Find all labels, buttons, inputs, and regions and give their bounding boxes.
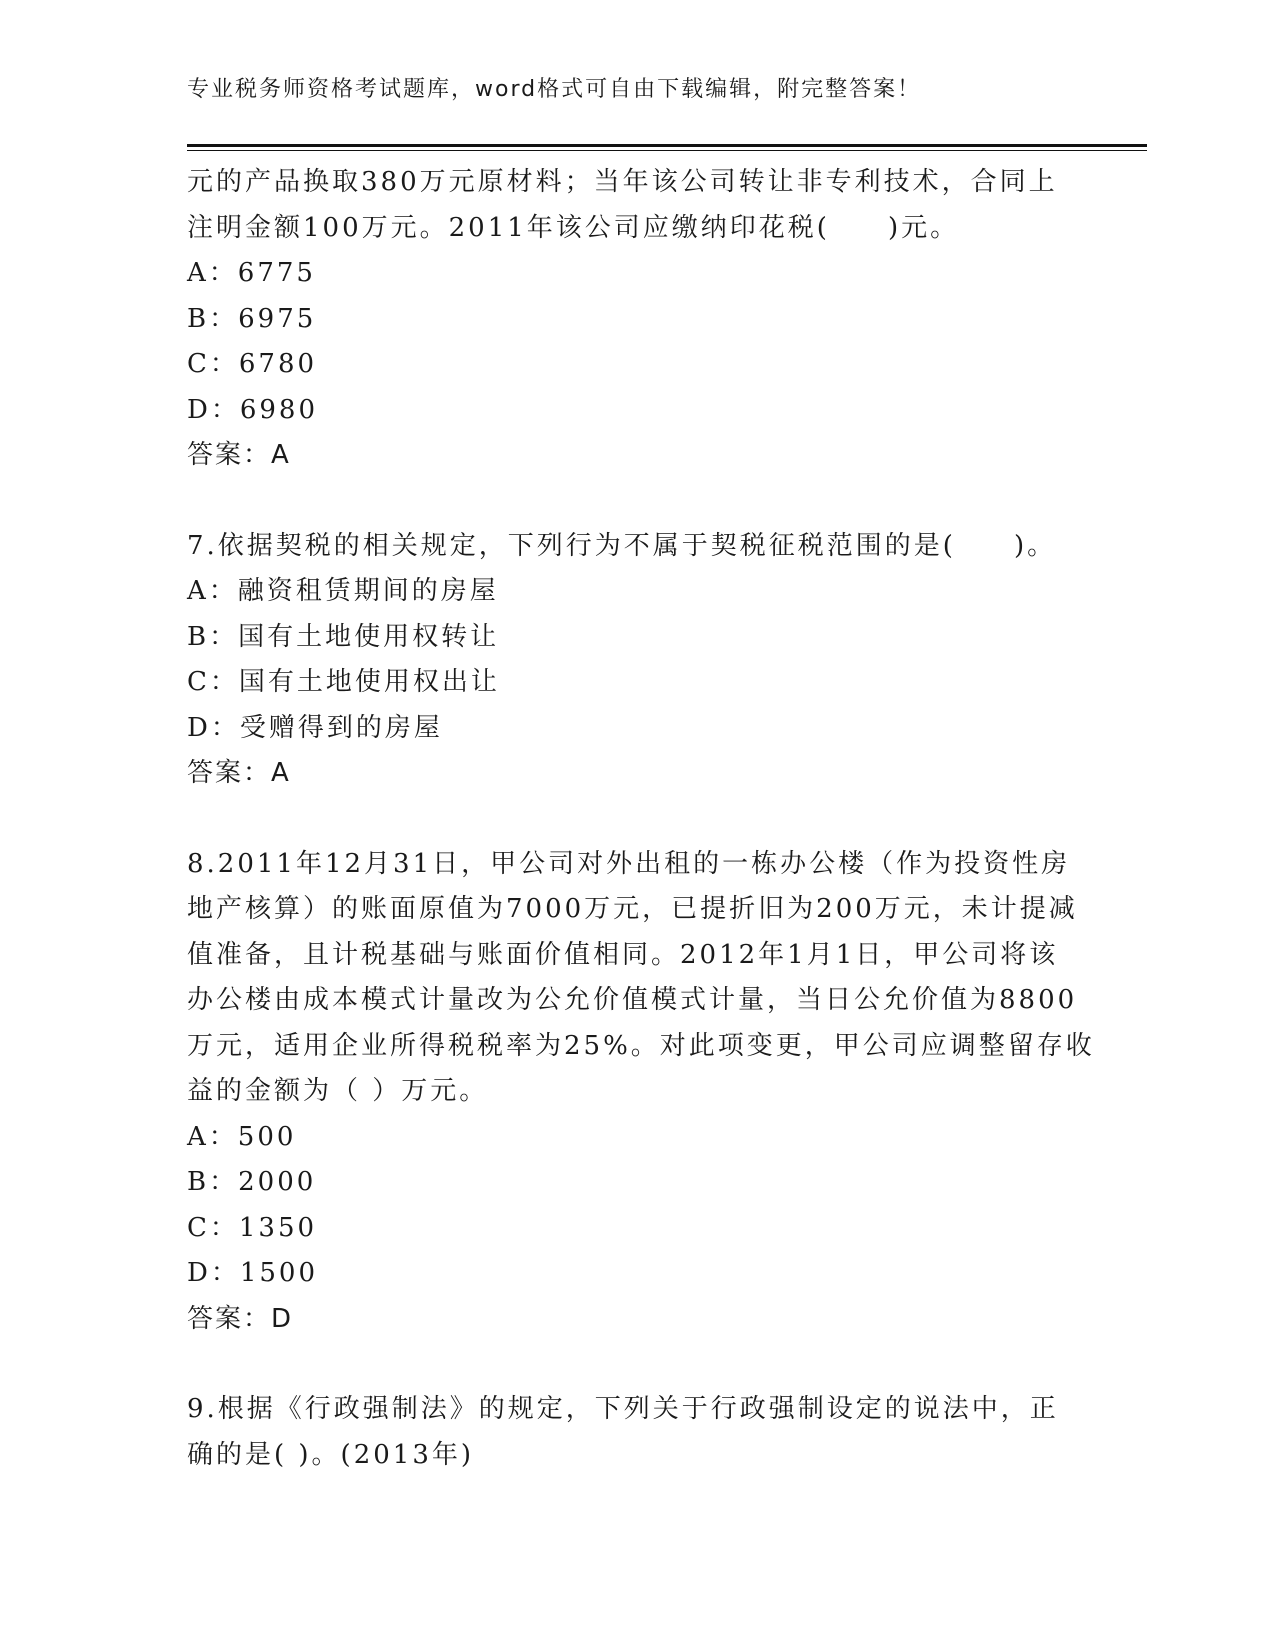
question-stem-line: 8.2011年12月31日，甲公司对外出租的一栋办公楼（作为投资性房	[187, 848, 1071, 879]
answer: 答案：A	[187, 440, 291, 470]
question-stem-line: 万元，适用企业所得税税率为25%。对此项变更，甲公司应调整留存收	[187, 1030, 1095, 1061]
question-6	[187, 160, 1087, 479]
header-divider	[187, 144, 1147, 147]
question-7	[187, 524, 1087, 797]
answer: 答案：A	[187, 758, 291, 788]
question-stem-line: 9.根据《行政强制法》的规定，下列关于行政强制设定的说法中，正	[187, 1394, 1059, 1424]
option-a: A：融资租赁期间的房屋	[187, 576, 499, 606]
header-divider-thin	[187, 150, 1147, 151]
question-8	[187, 842, 1095, 1343]
option-d: D：受赠得到的房屋	[187, 712, 443, 743]
question-stem-line: 确的是( )。(2013年)	[187, 1439, 475, 1470]
question-stem-line: 办公楼由成本模式计量改为公允价值模式计量，当日公允价值为8800	[187, 985, 1078, 1015]
question-stem-line: 注明金额100万元。2011年该公司应缴纳印花税( )元。	[187, 212, 960, 243]
question-stem-line: 7.依据契税的相关规定，下列行为不属于契税征税范围的是( )。	[187, 530, 1057, 561]
option-c: C：国有土地使用权出让	[187, 667, 500, 697]
option-c: C：6780	[187, 349, 318, 379]
option-a: A：6775	[187, 258, 316, 288]
document-body	[187, 160, 1095, 1478]
option-b: B：2000	[187, 1167, 317, 1197]
option-d: D：1500	[187, 1258, 319, 1288]
question-9	[187, 1387, 1087, 1478]
page-header: 专业税务师资格考试题库，word格式可自由下载编辑，附完整答案！	[187, 77, 922, 102]
question-stem-line: 地产核算）的账面原值为7000万元，已提折旧为200万元，未计提减	[187, 894, 1078, 924]
question-stem-line: 益的金额为（ ）万元。	[187, 1076, 489, 1106]
option-a: A：500	[187, 1121, 297, 1152]
option-d: D：6980	[187, 394, 319, 425]
option-b: B：国有土地使用权转让	[187, 621, 500, 652]
answer: 答案：D	[187, 1303, 294, 1334]
question-stem-line: 元的产品换取380万元原材料；当年该公司转让非专利技术，合同上	[187, 167, 1058, 197]
option-c: C：1350	[187, 1212, 318, 1243]
option-b: B：6975	[187, 303, 317, 334]
question-stem-line: 值准备，且计税基础与账面价值相同。2012年1月1日，甲公司将该	[187, 939, 1059, 970]
